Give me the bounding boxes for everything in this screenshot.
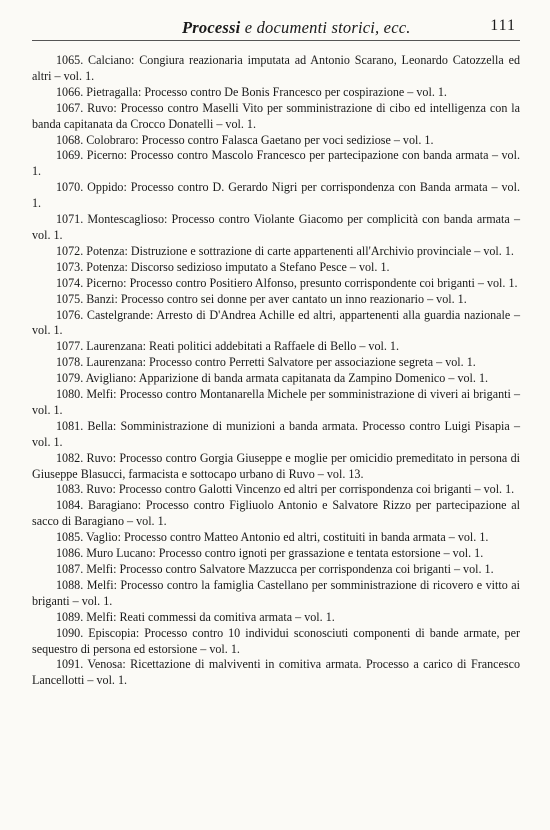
entry-number: 1065. <box>56 53 84 67</box>
entry-number: 1076. <box>56 307 84 322</box>
list-item <box>32 244 520 260</box>
list-item <box>32 148 520 180</box>
list-item <box>32 292 520 308</box>
entry-text: Picerno: Processo contro Positiero Alfonso, presunto corrispondente coi briganti – vol. 1. <box>83 275 518 290</box>
list-item <box>32 657 520 689</box>
entry-number: 1090. <box>56 625 84 640</box>
list-item <box>32 85 520 101</box>
entry-number: 1085. <box>56 530 84 545</box>
entry-text: Ruvo: Processo contro Maselli Vito per somministrazione di cibo ed intelligenza con la banda capitanata da Crocco Donatelli – vol. 1. <box>32 100 520 131</box>
entry-text: Montescaglioso: Processo contro Violante Giacomo per complicità con banda armata – vol. 1. <box>32 212 520 242</box>
entry-text: Melfi: Processo contro la famiglia Castellano per somministrazione di ricovero e vitto ai briganti – vol. 1. <box>32 577 520 608</box>
entry-number: 1074. <box>56 275 84 290</box>
running-title-bold: Processi <box>182 18 241 37</box>
page-number: 111 <box>490 17 516 34</box>
entry-text: Oppido: Processo contro D. Gerardo Nigri per corrispondenza con Banda armata – vol. 1. <box>32 180 520 211</box>
list-item <box>32 530 520 546</box>
entry-number: 1084. <box>56 498 84 513</box>
entry-text: Episcopia: Processo contro 10 individui sconosciuti componenti di bande armate, per sequestro di persona ed estorsione – vol. 1. <box>32 625 520 656</box>
entry-number: 1075. <box>56 291 84 306</box>
list-item <box>32 180 520 212</box>
entry-text: Melfi: Processo contro Salvatore Mazzucca per corrispondenza coi briganti – vol. 1. <box>83 562 494 576</box>
entry-number: 1078. <box>56 355 84 370</box>
entry-number: 1080. <box>56 387 84 402</box>
list-item <box>32 578 520 610</box>
entry-text: Muro Lucano: Processo contro ignoti per grassazione e tentata estorsione – vol. 1. <box>83 546 484 561</box>
entry-number: 1070. <box>56 180 84 195</box>
entry-text: Venosa: Ricettazione di malviventi in comitiva armata. Processo a carico di Francesco Lancellotti – vol. 1. <box>32 657 520 688</box>
list-item <box>32 626 520 658</box>
entry-number: 1088. <box>56 577 84 592</box>
list-item <box>32 610 520 626</box>
entry-number: 1071. <box>56 212 84 227</box>
entry-list <box>32 53 520 689</box>
entry-text: Laurenzana: Processo contro Perretti Salvatore per associazione segreta – vol. 1. <box>83 355 476 370</box>
entry-text: Potenza: Distruzione e sottrazione di carte appartenenti all'Archivio provinciale – vol. 1. <box>83 243 514 258</box>
entry-number: 1072. <box>56 243 84 258</box>
list-item <box>32 482 520 498</box>
running-title <box>182 18 411 38</box>
list-item <box>32 355 520 371</box>
entry-text: Ruvo: Processo contro Galotti Vincenzo ed altri per corrispondenza coi briganti – vol. 1. <box>83 482 515 497</box>
entry-text: Colobraro: Processo contro Falasca Gaetano per voci sediziose – vol. 1. <box>83 132 434 147</box>
entry-number: 1079. <box>56 371 84 386</box>
entry-number: 1083. <box>56 482 84 497</box>
entry-text: Laurenzana: Reati politici addebitati a Raffaele di Bello – vol. 1. <box>83 339 400 354</box>
list-item <box>32 546 520 562</box>
list-item <box>32 451 520 483</box>
entry-text: Bella: Somministrazione di munizioni a banda armata. Processo contro Luigi Pisapia – vol. 1. <box>32 418 520 449</box>
entry-text: Melfi: Processo contro Montanarella Michele per somministrazione di viveri ai briganti – vol. 1. <box>32 387 520 417</box>
entry-text: Castelgrande: Arresto di D'Andrea Achille ed altri, appartenenti alla guardia nazionale – vol. 1. <box>32 307 520 338</box>
entry-number: 1082. <box>56 450 84 465</box>
entry-number: 1073. <box>56 259 84 274</box>
list-item <box>32 212 520 244</box>
entry-text: Potenza: Discorso sedizioso imputato a Stefano Pesce – vol. 1. <box>83 259 390 274</box>
entry-number: 1087. <box>56 562 84 576</box>
entry-number: 1067. <box>56 100 84 115</box>
entry-number: 1066. <box>56 84 84 99</box>
entry-text: Ruvo: Processo contro Gorgia Giuseppe e moglie per omicidio premeditato in persona di Giuseppe Blasucci, farmacista e sottocapo urbano di Ruvo – vol. 13. <box>32 450 520 481</box>
entry-text: Baragiano: Processo contro Figliuolo Antonio e Salvatore Rizzo per partecipazione al sacco di Baragiano – vol. 1. <box>32 498 520 529</box>
list-item <box>32 308 520 340</box>
entry-text: Melfi: Reati commessi da comitiva armata – vol. 1. <box>83 609 335 624</box>
list-item <box>32 133 520 149</box>
entry-text: Picerno: Processo contro Mascolo Francesco per partecipazione con banda armata – vol. 1. <box>32 148 520 179</box>
list-item <box>32 387 520 419</box>
entry-number: 1091. <box>56 657 84 672</box>
list-item <box>32 339 520 355</box>
entry-number: 1089. <box>56 609 84 624</box>
list-item <box>32 53 520 85</box>
running-title-rest: e documenti storici, ecc. <box>240 18 411 37</box>
list-item <box>32 562 520 578</box>
entry-text: Vaglio: Processo contro Matteo Antonio ed altri, costituiti in banda armata – vol. 1. <box>83 530 489 545</box>
list-item <box>32 498 520 530</box>
list-item <box>32 419 520 451</box>
list-item <box>32 260 520 276</box>
list-item <box>32 276 520 292</box>
list-item <box>32 101 520 133</box>
entry-number: 1077. <box>56 339 84 354</box>
entry-number: 1068. <box>56 132 84 147</box>
entry-text: Pietragalla: Processo contro De Bonis Francesco per cospirazione – vol. 1. <box>83 84 447 99</box>
entry-text: Avigliano: Apparizione di banda armata capitanata da Zampino Domenico – vol. 1. <box>83 371 489 386</box>
entry-number: 1069. <box>56 148 84 163</box>
entry-text: Calciano: Congiura reazionaria imputata ad Antonio Scarano, Leonardo Catozzella ed altri – vol. 1. <box>32 53 520 83</box>
entry-number: 1081. <box>56 418 84 433</box>
entry-number: 1086. <box>56 546 84 561</box>
list-item <box>32 371 520 387</box>
page-header <box>32 10 520 41</box>
entry-text: Banzi: Processo contro sei donne per aver cantato un inno reazionario – vol. 1. <box>83 291 467 306</box>
